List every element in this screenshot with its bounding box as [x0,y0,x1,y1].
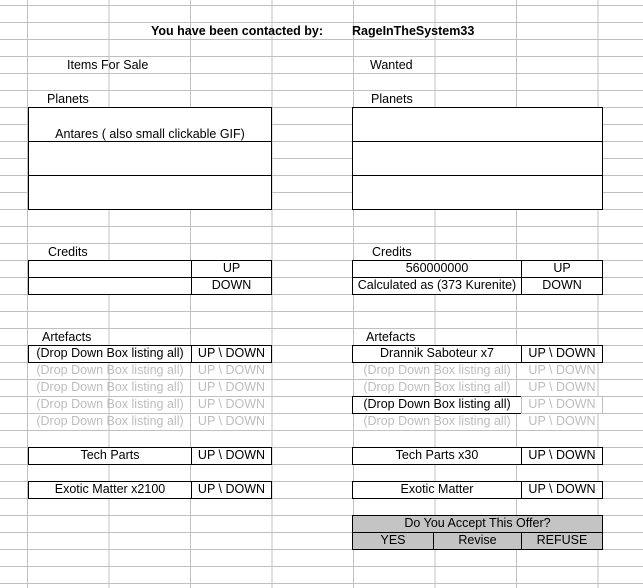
right-artefact-select-5[interactable]: (Drop Down Box listing all) [363,414,511,428]
right-artefact-select-3[interactable]: (Drop Down Box listing all) [363,380,511,394]
left-tech-parts-field[interactable]: Tech Parts [28,447,192,465]
left-credits-up-button[interactable]: UP [191,260,272,278]
right-exotic-matter-field[interactable]: Exotic Matter [352,481,522,499]
right-credits-note: Calculated as (373 Kurenite) [352,277,522,295]
right-artefact-select-2[interactable]: (Drop Down Box listing all) [363,363,511,377]
right-tech-parts-updown[interactable]: UP \ DOWN [521,447,603,465]
left-artefacts-label: Artefacts [42,330,92,344]
left-credits-input[interactable] [28,260,192,278]
left-artefact-select-2[interactable]: (Drop Down Box listing all) [36,363,184,377]
right-artefact-updown-4[interactable]: UP \ DOWN [521,396,603,414]
left-artefact-select-3[interactable]: (Drop Down Box listing all) [36,380,184,394]
left-exotic-matter-updown[interactable]: UP \ DOWN [191,481,272,499]
right-credits-up-button[interactable]: UP [521,260,603,278]
left-artefact-select-4[interactable]: (Drop Down Box listing all) [36,397,184,411]
right-artefacts-label: Artefacts [366,330,416,344]
right-artefact-select-4[interactable]: (Drop Down Box listing all) [352,396,522,414]
right-planet-slot-1[interactable] [352,107,603,143]
right-exotic-matter-updown[interactable]: UP \ DOWN [521,481,603,499]
right-credits-input[interactable]: 560000000 [352,260,522,278]
revise-button[interactable]: Revise [433,532,522,550]
right-artefact-select-1[interactable]: Drannik Saboteur x7 [352,345,522,363]
left-exotic-matter-field[interactable]: Exotic Matter x2100 [28,481,192,499]
right-credits-label: Credits [372,245,412,259]
left-credits-note [28,277,192,295]
yes-button[interactable]: YES [352,532,434,550]
right-artefact-updown-2[interactable]: UP \ DOWN [528,363,596,377]
offer-question: Do You Accept This Offer? [352,515,603,533]
left-planets-label: Planets [47,92,89,106]
left-artefact-updown-5[interactable]: UP \ DOWN [197,414,266,428]
right-planets-label: Planets [371,92,413,106]
left-credits-label: Credits [48,245,88,259]
right-artefact-updown-3[interactable]: UP \ DOWN [528,380,596,394]
left-artefact-updown-4[interactable]: UP \ DOWN [197,397,266,411]
refuse-button[interactable]: REFUSE [521,532,603,550]
right-planet-slot-2[interactable] [352,141,603,177]
left-artefact-select-1[interactable]: (Drop Down Box listing all) [28,345,192,363]
right-artefact-updown-1[interactable]: UP \ DOWN [521,345,603,363]
left-artefact-updown-2[interactable]: UP \ DOWN [197,363,266,377]
left-artefact-select-5[interactable]: (Drop Down Box listing all) [36,414,184,428]
contacted-label: You have been contacted by: [151,24,324,38]
left-planet-slot-1[interactable]: Antares ( also small clickable GIF) [28,107,272,143]
right-tech-parts-field[interactable]: Tech Parts x30 [352,447,522,465]
left-artefact-updown-3[interactable]: UP \ DOWN [197,380,266,394]
right-credits-down-button[interactable]: DOWN [521,277,603,295]
right-artefact-updown-5[interactable]: UP \ DOWN [528,414,596,428]
wanted-title: Wanted [370,58,413,72]
right-planet-slot-3[interactable] [352,175,603,210]
contact-name: RageInTheSystem33 [352,24,475,38]
left-tech-parts-updown[interactable]: UP \ DOWN [191,447,272,465]
left-artefact-updown-1[interactable]: UP \ DOWN [191,345,272,363]
left-planet-slot-3[interactable] [28,175,272,210]
left-credits-down-button[interactable]: DOWN [191,277,272,295]
left-planet-slot-2[interactable] [28,141,272,177]
items-for-sale-title: Items For Sale [67,58,149,72]
